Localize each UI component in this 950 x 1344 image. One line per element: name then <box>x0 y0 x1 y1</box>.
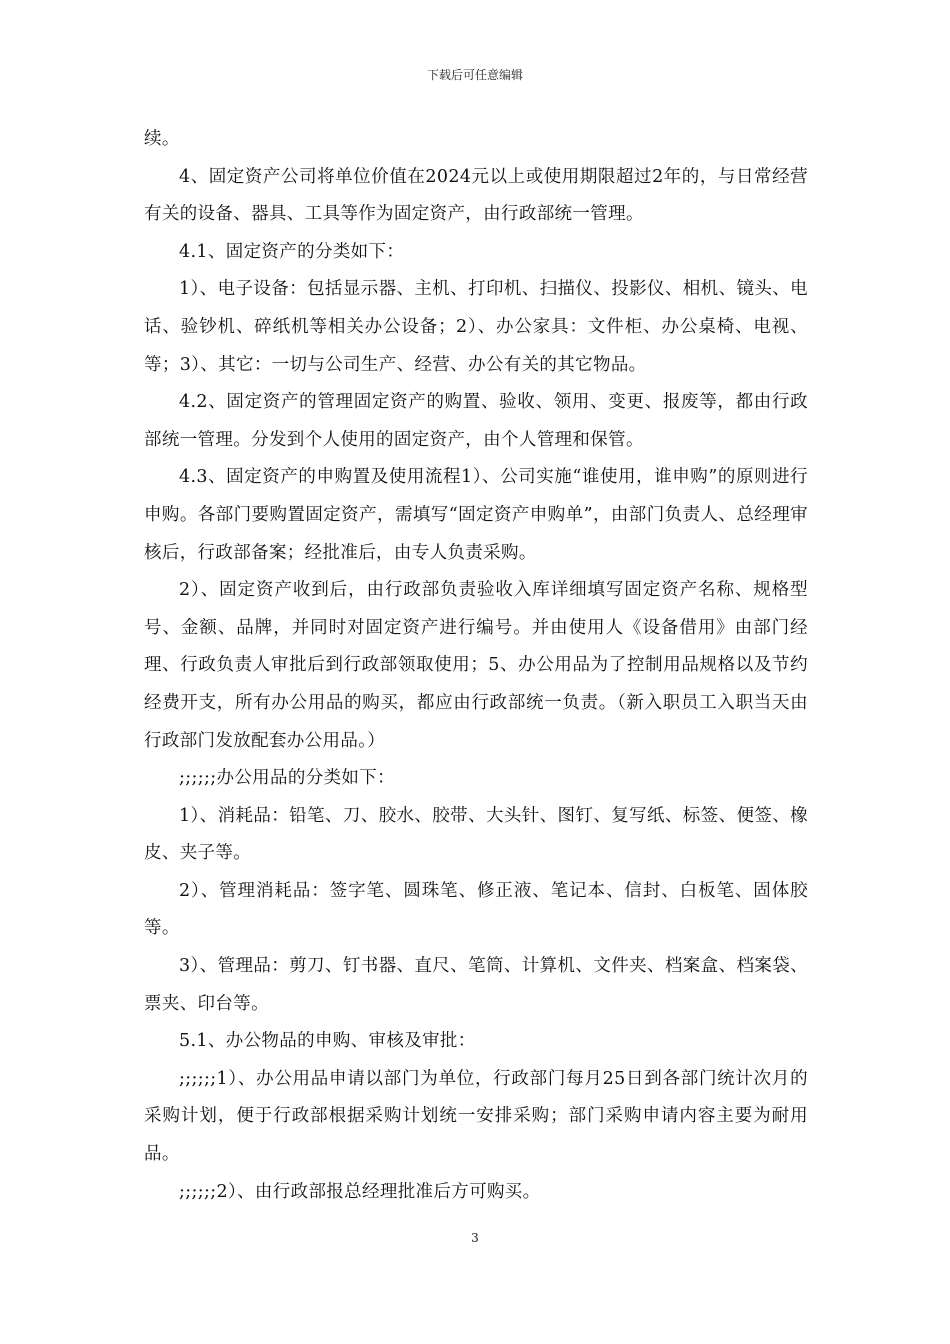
paragraph-fixed-assets-management: 4.2、固定资产的管理固定资产的购置、验收、领用、变更、报废等，都由行政部统一管理。分发到个人使用的固定资产，由个人管理和保管。 <box>144 392 808 450</box>
paragraph-managed-consumables: 2）、管理消耗品：签字笔、圆珠笔、修正液、笔记本、信封、白板笔、固体胶等。 <box>144 880 808 939</box>
paragraph-fixed-assets-definition: 4、固定资产公司将单位价值在2024元以上或使用期限超过2年的，与日常经营有关的设备、器具、工具等作为固定资产，由行政部统一管理。 <box>144 166 808 225</box>
page-number: 3 <box>471 1231 479 1245</box>
paragraph-fixed-assets-classification-heading: 4.1、固定资产的分类如下： <box>179 241 405 262</box>
paragraph-fixed-assets-purchase-process: 4.3、固定资产的申购置及使用流程1）、公司实施“谁使用，谁申购”的原则进行申购。各部门要购置固定资产，需填写“固定资产申购单”，由部门负责人、总经理审核后，行政部备案；经批准后，由专人负责采购。 <box>144 467 808 563</box>
paragraph-fixed-assets-receipt: 2）、固定资产收到后，由行政部负责验收入库详细填写固定资产名称、规格型号、金额、品牌，并同时对固定资产进行编号。并由使用人《设备借用》由部门经理、行政负责人审批后到行政部领取使用；5、办公用品为了控制用品规格以及节约经费开支，所有办公用品的购买，都应由行政部统一负责。（新入职员工入职当天由行政部门发放配套办公用品。） <box>144 580 808 751</box>
paragraph-office-supplies-classification-heading: ;;;;;;办公用品的分类如下： <box>179 768 395 789</box>
paragraph-manager-approval: ;;;;;;2）、由行政部报总经理批准后方可购买。 <box>179 1181 541 1202</box>
paragraph-fixed-assets-categories: 1）、电子设备：包括显示器、主机、打印机、扫描仪、投影仪、相机、镜头、电话、验钞机、碎纸机等相关办公设备；2）、办公家具：文件柜、办公桌椅、电视、等；3）、其它：一切与公司生产、经营、办公有关的其它物品。 <box>144 279 808 375</box>
paragraph-managed-items: 3）、管理品：剪刀、钉书器、直尺、笔筒、计算机、文件夹、档案盒、档案袋、票夹、印台等。 <box>144 956 808 1014</box>
paragraph-continued: 续。 <box>144 129 180 149</box>
document-body <box>144 121 808 1211</box>
paragraph-consumables: 1）、消耗品：铅笔、刀、胶水、胶带、大头针、图钉、复写纸、标签、便签、橡皮、夹子等。 <box>144 805 808 864</box>
paragraph-office-supplies-approval-heading: 5.1、办公物品的申购、审核及审批： <box>179 1031 476 1052</box>
page-header: 下载后可任意编辑 <box>426 68 523 82</box>
paragraph-department-request: ;;;;;;1）、办公用品申请以部门为单位，行政部门每月25日到各部门统计次月的采购计划，便于行政部根据采购计划统一安排采购；部门采购申请内容主要为耐用品。 <box>144 1068 808 1165</box>
